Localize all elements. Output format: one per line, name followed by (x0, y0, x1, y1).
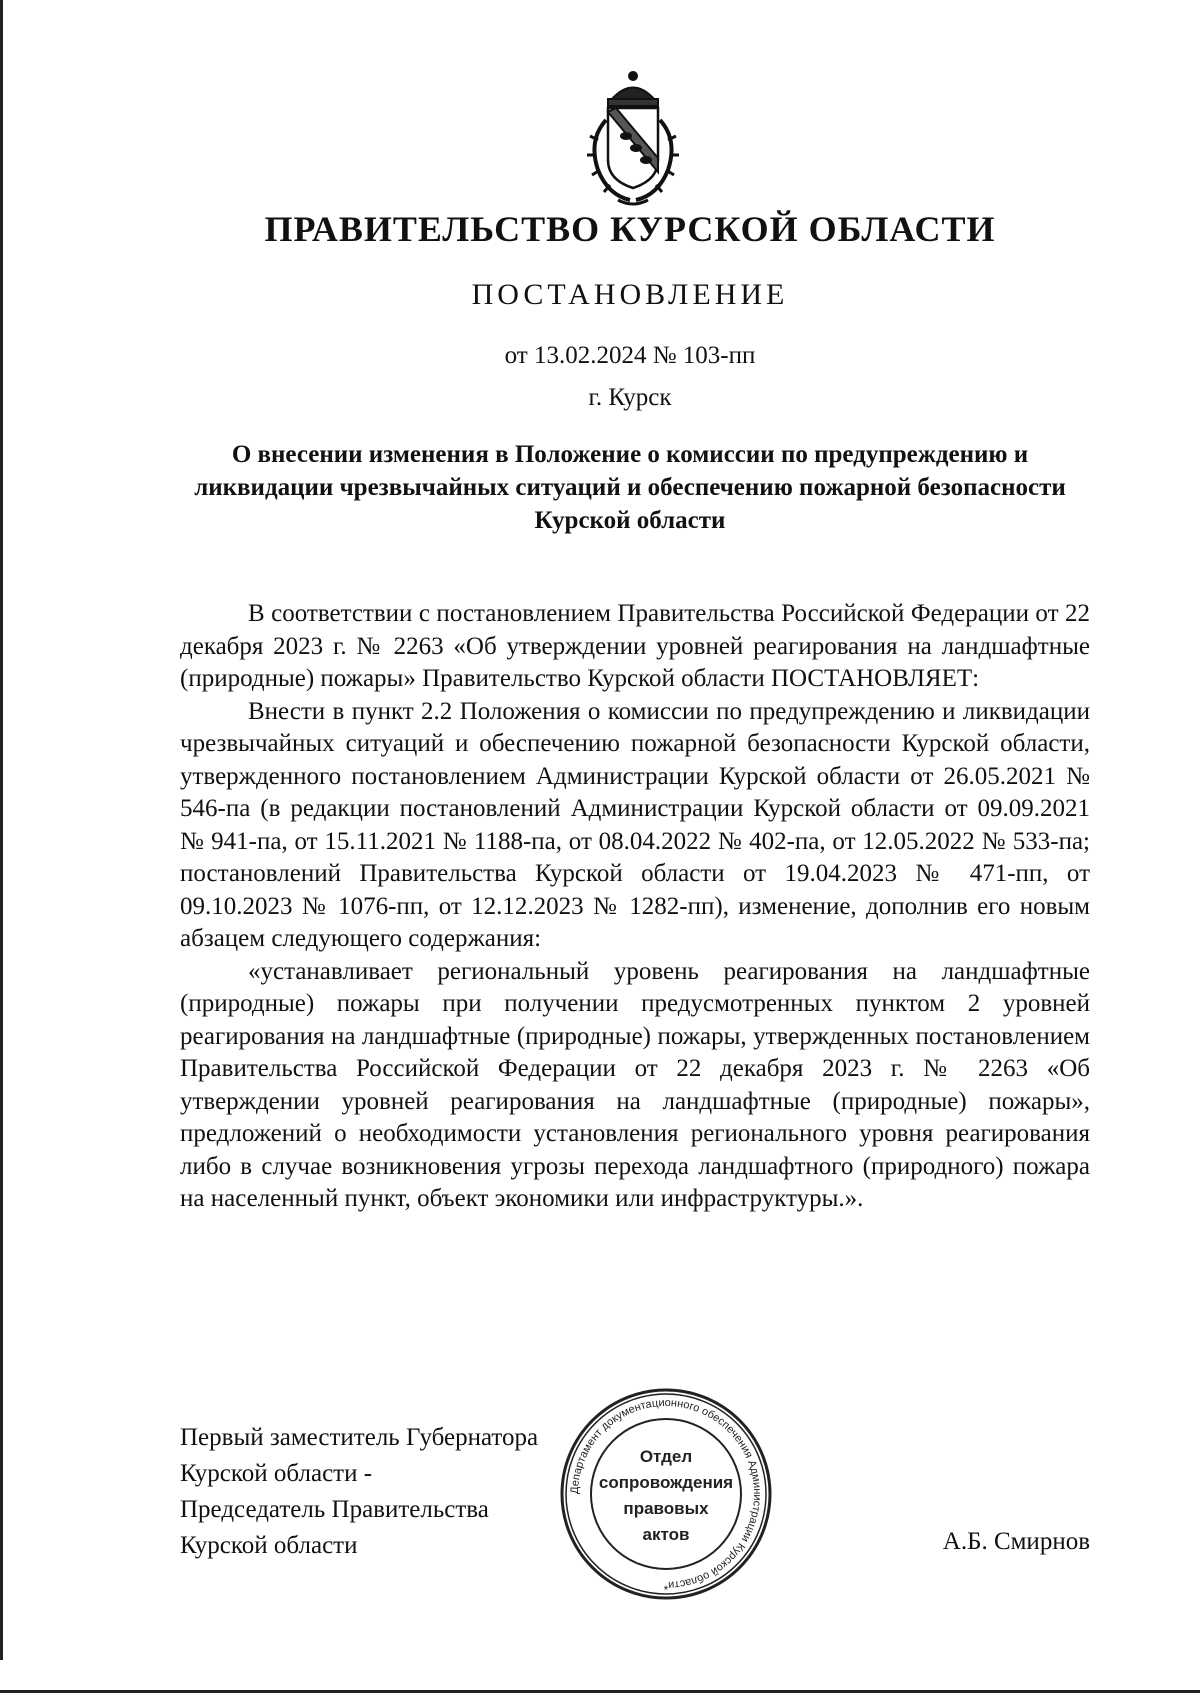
signatory-name: А.Б. Смирнов (942, 1528, 1090, 1555)
document-city: г. Курск (588, 384, 672, 411)
document-subject: О внесении изменения в Положение о комиссии по предупреждению и ликвидации чрезвычайных ситуаций и обеспечению пожарной безопасности Курской области (194, 441, 1066, 534)
signatory-position-line: Первый заместитель Губернатора (180, 1424, 539, 1451)
body-paragraph: «устанавливает региональный уровень реагирования на ландшафтные (природные) пожары при получении предусмотренных пунктом 2 уровней реагирования на ландшафтные (природные) пожары, утвержденных постановлением Правительства Российской Федерации от 22 декабря 2023 г. № 2263 «Об утверждении уровней реагирования на ландшафтные (природные) пожары», предложений о необходимости установления регионального уровня реагирования либо в случае возникновения угрозы перехода ландшафтного (природного) пожара на населенный пункт, объект экономики или инфраструктуры.». (180, 957, 1090, 1212)
stamp-inner-line: правовых (623, 1499, 709, 1518)
stamp-inner-line: Отдел (639, 1447, 693, 1466)
body-paragraph: Внести в пункт 2.2 Положения о комиссии по предупреждению и ликвидации чрезвычайных ситуаций и обеспечению пожарной безопасности Курской области, утвержденного постановлением Администрации Курской области от 26.05.2021 № 546-па (в редакции постановлений Администрации Курской области от 09.09.2021 № 941-па, от 15.11.2021 № 1188-па, от 08.04.2022 № 402-па, от 12.05.2022 № 533-па; постановлений Правительства Курской области от 19.04.2023 № 471-пп, от 09.10.2023 № 1076-пп, от 12.12.2023 № 1282-пп), изменение, дополнив его новым абзацем следующего содержания: (180, 697, 1090, 952)
stamp-inner-line: сопровождения (598, 1473, 734, 1492)
stamp-outer-text: Департамент документационного обеспечения Администрации Курской области (568, 1396, 764, 1592)
signatory-position-line: Курской области - (180, 1460, 373, 1487)
official-stamp (556, 1384, 776, 1604)
body-paragraph: В соответствии с постановлением Правительства Российской Федерации от 22 декабря 2023 г. № 2263 «Об утверждении уровней реагирования на ландшафтные (природные) пожары» Правительство Курской области ПОСТАНОВЛЯЕТ: (180, 600, 1090, 692)
kursk-coat-of-arms-icon (578, 70, 688, 210)
stamp-outer-ring (562, 1390, 770, 1598)
stamp-inner-line: актов (642, 1525, 690, 1544)
scan-bottom-edge (0, 1690, 1200, 1693)
document-type: ПОСТАНОВЛЕНИЕ (471, 278, 789, 311)
signatory-position-line: Курской области (180, 1532, 358, 1559)
government-title: ПРАВИТЕЛЬСТВО КУРСКОЙ ОБЛАСТИ (264, 209, 996, 249)
document-date-number: от 13.02.2024 № 103-пп (504, 342, 756, 369)
document-body (180, 598, 1090, 1216)
signatory-position-line: Председатель Правительства (180, 1496, 489, 1523)
signatory-position (180, 1420, 538, 1564)
stamp-star-icon: * (663, 1583, 669, 1597)
